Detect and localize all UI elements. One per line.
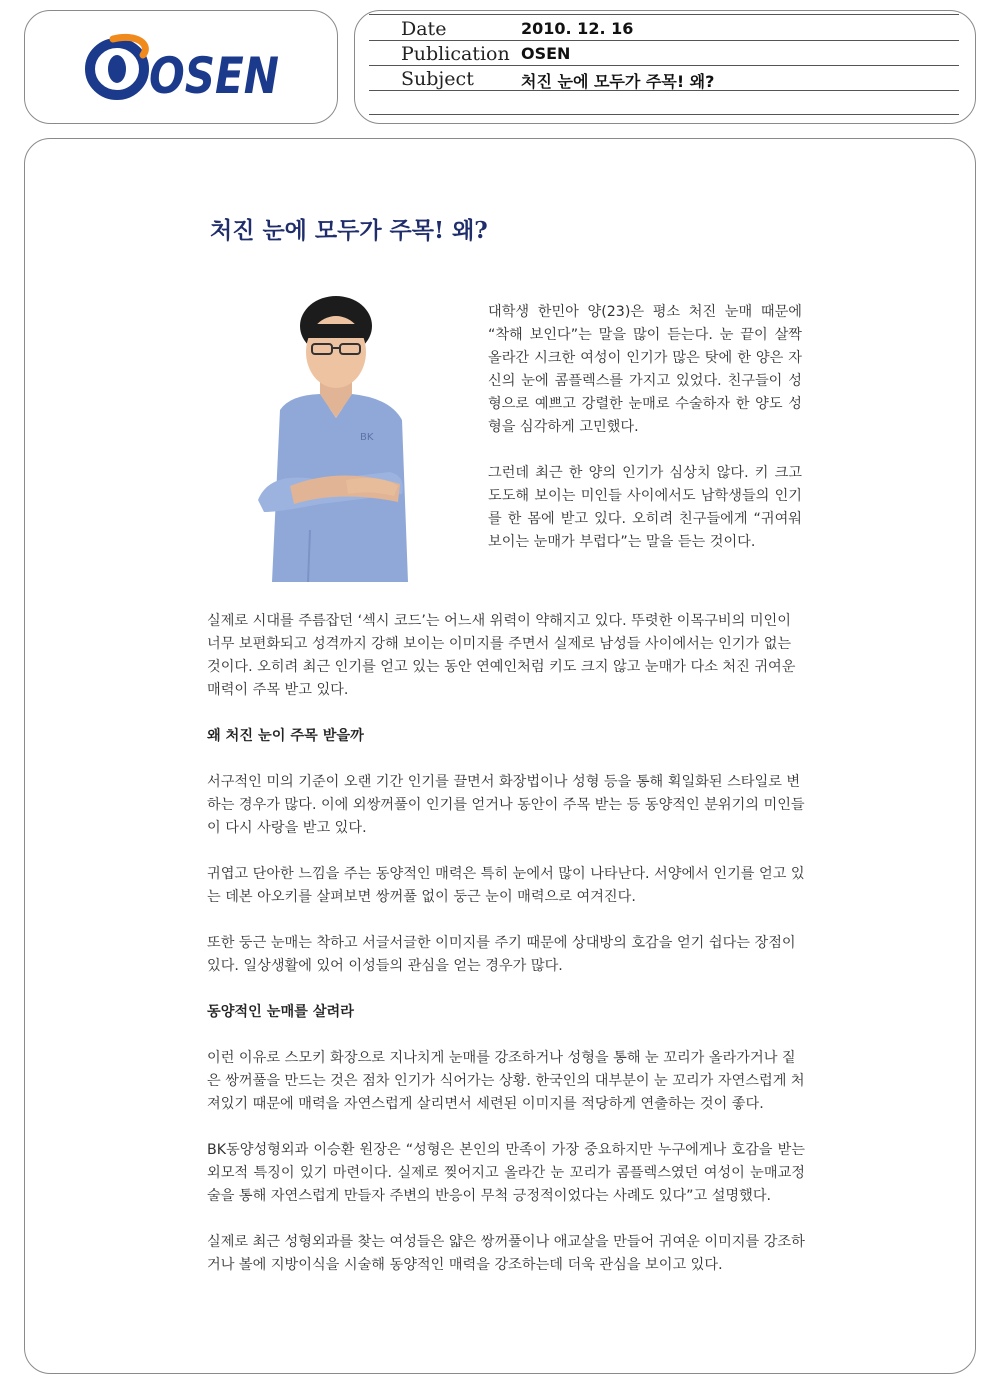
paragraph: 이런 이유로 스모키 화장으로 지나치게 눈매를 강조하거나 성형을 통해 눈 꼬리가 올라가거나 짙은 쌍꺼풀을 만드는 것은 점차 인기가 식어가는 상황. 한국인의 대부분이 눈 꼬리가 자연스럽게 처져있기 때문에 매력을 자연스럽게 살리면서 세련된 이미지를 적당하게 연출하는 것이 좋다. <box>207 1050 805 1112</box>
scrubs-badge: BK <box>360 432 374 443</box>
date-row <box>369 16 959 41</box>
publication-label: Publication <box>401 43 510 65</box>
side-text-column <box>488 301 802 577</box>
date-label: Date <box>401 18 447 40</box>
paragraph: 또한 둥근 눈매는 착하고 서글서글한 이미지를 주기 때문에 상대방의 호감을 얻기 쉽다는 장점이 있다. 일상생활에 있어 이성들의 관심을 얻는 경우가 많다. <box>207 935 796 974</box>
article-title: 처진 눈에 모두가 주목! 왜? <box>210 217 488 244</box>
side-paragraph: 그런데 최근 한 양의 인기가 심상치 않다. 키 크고 도도해 보이는 미인들 사이에서도 남학생들의 인기를 한 몸에 받고 있다. 오히려 친구들에게 “귀여워 보이는 눈매가 부럽다”는 말을 듣는 것이다. <box>488 465 802 550</box>
date-value: 2010. 12. 16 <box>521 19 634 38</box>
side-paragraph: 대학생 한민아 양(23)은 평소 처진 눈매 때문에 “착해 보인다”는 말을 많이 듣는다. 눈 끝이 살짝 올라간 시크한 여성이 인기가 많은 탓에 한 양은 자신의 눈에 콤플렉스를 가지고 있었다. 친구들이 성형으로 예쁘고 강렬한 눈매로 수술하자 한 양도 성형을 심각하게 고민했다. <box>488 304 802 435</box>
section-heading: 동양적인 눈매를 살려라 <box>207 1004 354 1020</box>
subject-row <box>369 66 959 91</box>
subject-value: 처진 눈에 모두가 주목! 왜? <box>521 72 715 91</box>
logo-panel <box>24 10 338 124</box>
logo-wordmark: OSEN <box>149 47 279 105</box>
section-heading: 왜 처진 눈이 주목 받을까 <box>207 728 364 744</box>
subject-label: Subject <box>401 68 474 90</box>
article-body <box>207 610 805 1300</box>
paragraph: BK동양성형외과 이승환 원장은 “성형은 본인의 만족이 가장 중요하지만 누구에게나 호감을 받는 외모적 특징이 있기 마련이다. 실제로 찢어지고 올라간 눈 꼬리가 콤플렉스였던 여성이 눈매교정술을 통해 자연스럽게 만들자 주변의 반응이 무척 긍정적이었다는 사례도 있다”고 설명했다. <box>207 1142 805 1204</box>
meta-panel <box>354 10 976 124</box>
divider <box>369 114 959 115</box>
paragraph: 실제로 최근 성형외과를 찾는 여성들은 얇은 쌍꺼풀이나 애교살을 만들어 귀여운 이미지를 강조하거나 볼에 지방이식을 시술해 동양적인 매력을 강조하는데 더욱 관심을 보이고 있다. <box>207 1234 805 1273</box>
osen-logo <box>83 31 283 105</box>
doctor-photo <box>250 290 410 582</box>
divider <box>369 14 959 15</box>
publication-value: OSEN <box>521 44 571 63</box>
publication-row <box>369 41 959 66</box>
paragraph: 서구적인 미의 기준이 오랜 기간 인기를 끌면서 화장법이나 성형 등을 통해 획일화된 스타일로 변하는 경우가 많다. 이에 외쌍꺼풀이 인기를 얻거나 동안이 주목 받는 등 동양적인 분위기의 미인들이 다시 사랑을 받고 있다. <box>207 774 805 836</box>
paragraph: 실제로 시대를 주름잡던 ‘섹시 코드’는 어느새 위력이 약해지고 있다. 뚜렷한 이목구비의 미인이 너무 보편화되고 성격까지 강해 보이는 이미지를 주면서 실제로 남성들 사이에서는 인기가 없는 것이다. 오히려 최근 인기를 얻고 있는 동안 연예인처럼 키도 크지 않고 눈매가 다소 처진 귀여운 매력이 주목 받고 있다. <box>207 613 796 698</box>
paragraph: 귀엽고 단아한 느낌을 주는 동양적인 매력은 특히 눈에서 많이 나타난다. 서양에서 인기를 얻고 있는 데본 아오키를 살펴보면 쌍꺼풀 없이 둥근 눈이 매력으로 여겨진다. <box>207 866 805 905</box>
